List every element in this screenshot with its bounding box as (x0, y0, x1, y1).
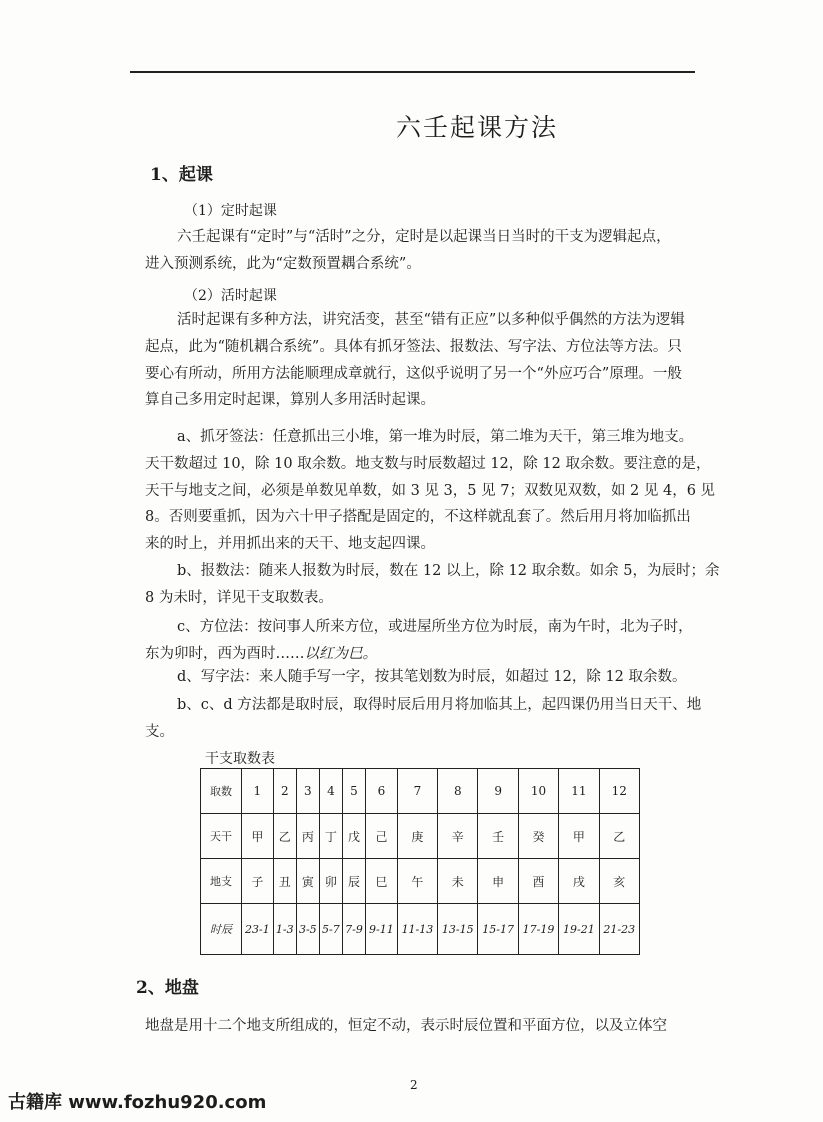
text-line: d、写字法：来人随手写一字，按其笔划数为时辰，如超过 12，除 12 取余数。 (177, 669, 687, 685)
table-cell: 7 (397, 769, 437, 814)
table-cell: 辛 (438, 814, 478, 859)
text-line: 8。否则要重抓，因为六十甲子搭配是固定的，不这样就乱套了。然后用月将加临抓出 (145, 509, 691, 526)
table-cell: 1 (242, 769, 274, 814)
section-heading-dipan: 2、地盘 (136, 978, 199, 998)
paragraph-method-b (145, 558, 720, 612)
text-line: 地盘是用十二个地支所组成的，恒定不动，表示时辰位置和平面方位，以及立体空 (145, 1018, 667, 1034)
table-cell: 庚 (397, 814, 437, 859)
text-line: 来的时上，并用抓出来的天干、地支起四课。 (145, 536, 435, 553)
paragraph-huoshi (145, 307, 685, 414)
text-line: 8 为未时，详见干支取数表。 (145, 589, 333, 606)
table-cell: 午 (397, 859, 437, 904)
table-cell: 23-1 (242, 904, 274, 955)
text-line: b、c、d 方法都是取时辰，取得时辰后用月将加临其上，起四课仍用当日天干、地 (177, 697, 702, 713)
text-line: 活时起课有多种方法，讲究活变，甚至“错有正应”以多种似乎偶然的方法为逻辑 (177, 312, 685, 328)
table-cell: 戊 (342, 814, 365, 859)
paragraph-methods-summary (145, 692, 702, 746)
text-line: c、方位法：按问事人所来方位，或进屋所坐方位为时辰，南为午时，北为子时， (177, 619, 693, 635)
table-cell: 子 (242, 859, 274, 904)
table-cell: 甲 (559, 814, 599, 859)
row-label: 天干 (201, 814, 242, 859)
table-cell: 5 (342, 769, 365, 814)
table-cell: 4 (319, 769, 342, 814)
table-cell: 1-3 (273, 904, 296, 955)
text-line: 算自己多用定时起课，算别人多用活时起课。 (145, 392, 435, 409)
text-line: 要心有所动，所用方法能顺理成章就行，这似乎说明了另一个“外应巧合”原理。一般 (145, 365, 682, 382)
table-cell: 5-7 (319, 904, 342, 955)
paragraph-dingshi (145, 224, 671, 278)
table-cell: 壬 (478, 814, 518, 859)
text-line: b、报数法：随来人报数为时辰，数在 12 以上，除 12 取余数。如余 5，为辰时；余 (177, 563, 720, 579)
row-label: 地支 (201, 859, 242, 904)
table-cell: 19-21 (559, 904, 599, 955)
page-number: 2 (410, 1078, 418, 1092)
table-cell: 酉 (518, 859, 558, 904)
table-row (201, 859, 640, 904)
subheading-huoshi: （2）活时起课 (184, 288, 277, 304)
row-label: 时辰 (201, 904, 242, 955)
ganzhi-table (200, 768, 640, 955)
text-line: 天干与地支之间，必须是单数见单数，如 3 见 3，5 见 7；双数见双数，如 2 见 4，6 见 (145, 482, 716, 499)
table-row (201, 814, 640, 859)
subheading-dingshi: （1）定时起课 (184, 203, 277, 219)
table-cell: 17-19 (518, 904, 558, 955)
table-cell: 癸 (518, 814, 558, 859)
text-line: 天干数超过 10，除 10 取余数。地支数与时辰数超过 12，除 12 取余数。要注意的是， (145, 455, 711, 472)
text-line: 支。 (145, 723, 174, 740)
text-line: 六壬起课有“定时”与“活时”之分，定时是以起课当日当时的干支为逻辑起点， (177, 229, 671, 245)
table-cell: 12 (599, 769, 639, 814)
table-row (201, 904, 640, 955)
table-cell: 己 (366, 814, 398, 859)
table-cell: 11-13 (397, 904, 437, 955)
table-cell: 9-11 (366, 904, 398, 955)
table-cell: 未 (438, 859, 478, 904)
table-cell: 丑 (273, 859, 296, 904)
table-cell: 7-9 (342, 904, 365, 955)
paragraph-method-a (145, 424, 716, 558)
table-cell: 乙 (273, 814, 296, 859)
table-cell: 9 (478, 769, 518, 814)
paragraph-method-d (177, 664, 687, 691)
table-cell: 亥 (599, 859, 639, 904)
text-line: a、抓牙签法：任意抓出三小堆，第一堆为时辰，第二堆为天干，第三堆为地支。 (177, 429, 694, 445)
table-cell: 3 (296, 769, 319, 814)
table-cell: 甲 (242, 814, 274, 859)
table-cell: 申 (478, 859, 518, 904)
table-cell: 11 (559, 769, 599, 814)
header-rule (130, 71, 695, 73)
table-cell: 寅 (296, 859, 319, 904)
table-cell: 戌 (559, 859, 599, 904)
table-cell: 卯 (319, 859, 342, 904)
table-cell: 辰 (342, 859, 365, 904)
section-heading-qike: 1、起课 (150, 165, 213, 185)
page-title: 六壬起课方法 (396, 113, 559, 142)
table-cell: 13-15 (438, 904, 478, 955)
text-line: 起点，此为“随机耦合系统”。具体有抓牙签法、报数法、写字法、方位法等方法。只 (145, 338, 682, 355)
table-cell: 丁 (319, 814, 342, 859)
table-cell: 6 (366, 769, 398, 814)
table-cell: 15-17 (478, 904, 518, 955)
table-cell: 巳 (366, 859, 398, 904)
text-segment: 东为卯时，西为酉时…… (145, 645, 305, 662)
table-cell: 3-5 (296, 904, 319, 955)
text-line: 进入预测系统，此为“定数预置耦合系统”。 (145, 255, 421, 272)
table-row (201, 769, 640, 814)
paragraph-dipan (145, 1013, 667, 1040)
table-cell: 10 (518, 769, 558, 814)
handwritten-note: 以红为巳。 (304, 645, 377, 662)
paragraph-method-c (145, 614, 693, 668)
table-cell: 乙 (599, 814, 639, 859)
table-cell: 2 (273, 769, 296, 814)
table-cell: 丙 (296, 814, 319, 859)
row-label: 取数 (201, 769, 242, 814)
table-cell: 21-23 (599, 904, 639, 955)
table-cell: 8 (438, 769, 478, 814)
table-caption: 干支取数表 (205, 751, 275, 767)
watermark-text: 古籍库 www.fozhu920.com (8, 1092, 267, 1113)
